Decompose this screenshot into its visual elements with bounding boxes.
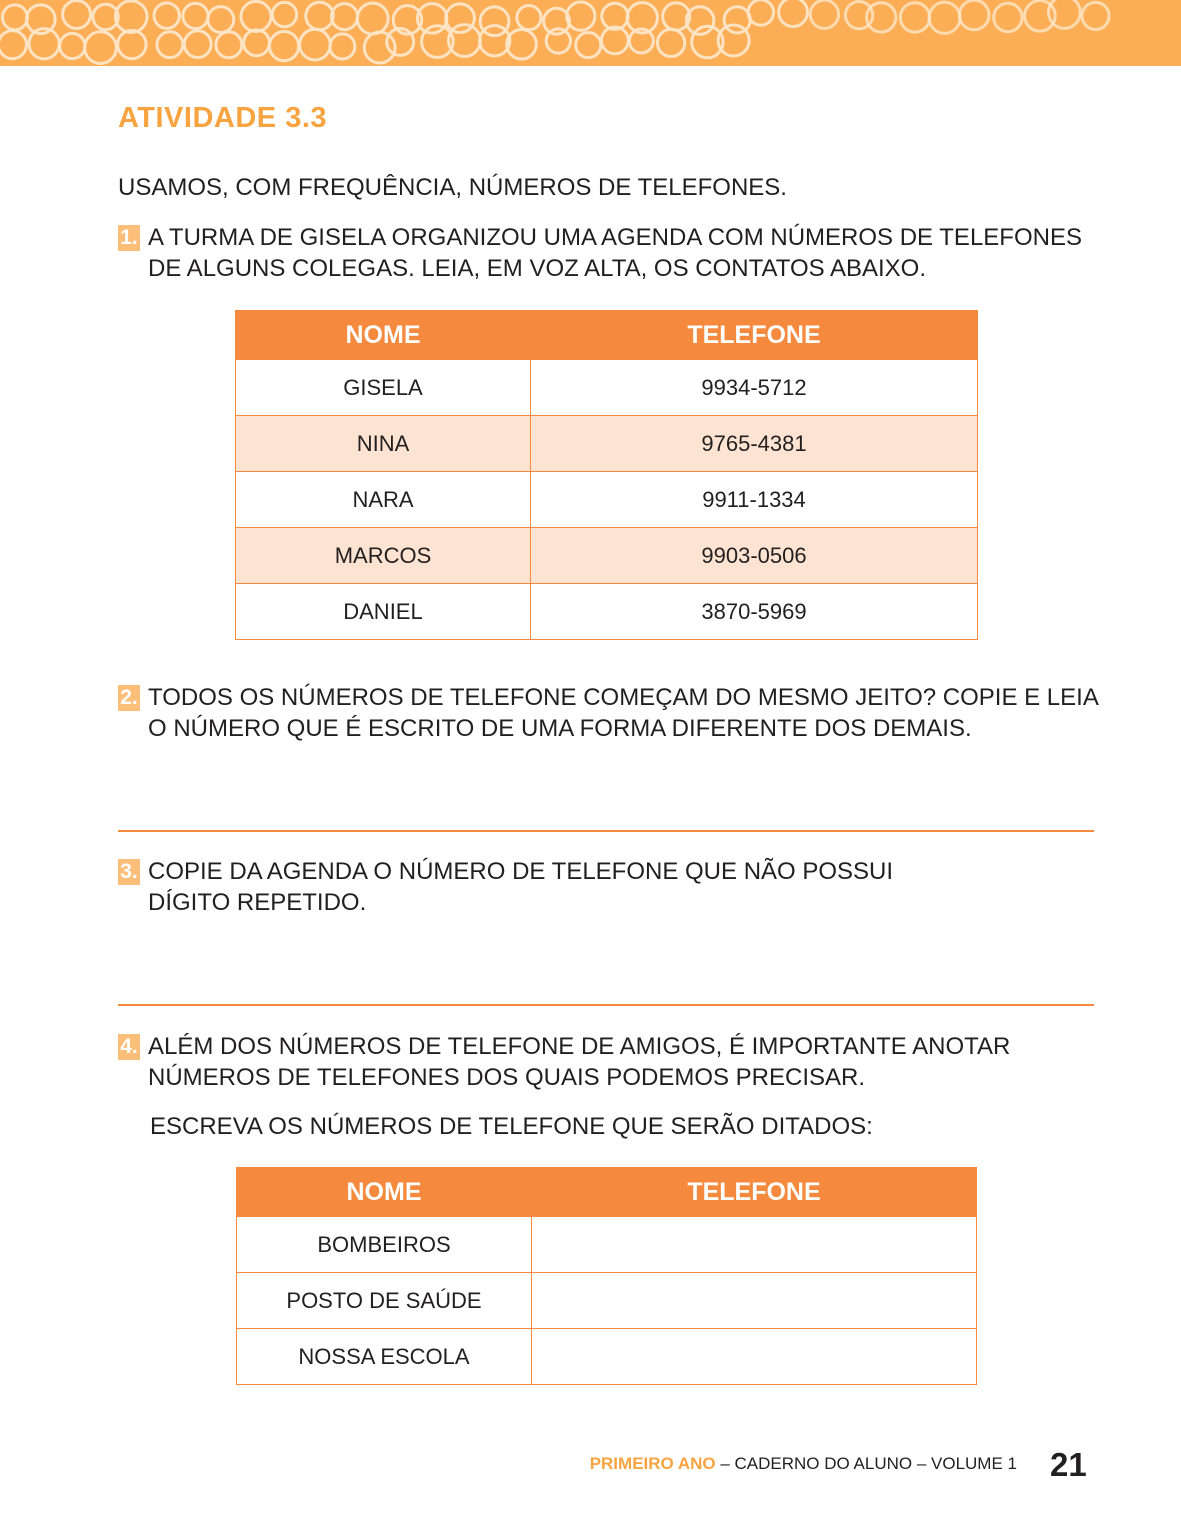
question-text: A TURMA DE GISELA ORGANIZOU UMA AGENDA COM NÚMEROS DE TELEFONES DE ALGUNS COLEGAS. LEIA, EM VOZ ALTA, OS CONTATOS ABAIXO. <box>148 224 1082 282</box>
footer-text <box>590 1454 1017 1474</box>
contact-name: GISELA <box>236 360 531 416</box>
phone-answer-cell[interactable] <box>532 1217 977 1273</box>
table-row <box>237 1329 977 1385</box>
contact-name: NINA <box>236 416 531 472</box>
circles-pattern-icon <box>0 0 1181 66</box>
table-header-row <box>237 1168 977 1217</box>
question-number: 4. <box>118 1034 140 1060</box>
contact-phone: 9911-1334 <box>531 472 978 528</box>
question-text: TODOS OS NÚMEROS DE TELEFONE COMEÇAM DO MESMO JEITO? COPIE E LEIA O NÚMERO QUE É ESCRITO DE UMA FORMA DIFERENTE DOS DEMAIS. <box>148 684 1098 742</box>
contact-name: MARCOS <box>236 528 531 584</box>
header-nome: NOME <box>237 1168 532 1217</box>
contact-phone: 9934-5712 <box>531 360 978 416</box>
service-name: POSTO DE SAÚDE <box>237 1273 532 1329</box>
activity-title: ATIVIDADE 3.3 <box>118 102 328 134</box>
contact-phone: 9903-0506 <box>531 528 978 584</box>
service-name: NOSSA ESCOLA <box>237 1329 532 1385</box>
header-telefone: TELEFONE <box>531 311 978 360</box>
question-text: ALÉM DOS NÚMEROS DE TELEFONE DE AMIGOS, É IMPORTANTE ANOTAR NÚMEROS DE TELEFONES DOS QUAIS PODEMOS PRECISAR. <box>148 1033 1011 1091</box>
header-banner <box>0 0 1181 66</box>
footer-brand: PRIMEIRO ANO <box>589 1454 716 1473</box>
table-header-row <box>236 311 978 360</box>
table-row <box>237 1217 977 1273</box>
phone-answer-cell[interactable] <box>532 1329 977 1385</box>
table-row <box>237 1273 977 1329</box>
answer-line-3[interactable] <box>118 1004 1094 1006</box>
question-number: 3. <box>118 859 140 885</box>
dictation-table <box>236 1167 977 1385</box>
table-row <box>236 416 978 472</box>
table-row <box>236 360 978 416</box>
table-row <box>236 584 978 640</box>
contact-name: NARA <box>236 472 531 528</box>
header-telefone: TELEFONE <box>532 1168 977 1217</box>
footer-rest: – CADERNO DO ALUNO – VOLUME 1 <box>715 1454 1017 1473</box>
question-number: 2. <box>118 685 140 711</box>
page-number: 21 <box>1050 1446 1087 1483</box>
answer-line-2[interactable] <box>118 830 1094 832</box>
header-nome: NOME <box>236 311 531 360</box>
phone-answer-cell[interactable] <box>532 1273 977 1329</box>
table-row <box>236 472 978 528</box>
contact-phone: 9765-4381 <box>531 416 978 472</box>
contact-phone: 3870-5969 <box>531 584 978 640</box>
question-text: COPIE DA AGENDA O NÚMERO DE TELEFONE QUE NÃO POSSUI DÍGITO REPETIDO. <box>148 858 894 916</box>
service-name: BOMBEIROS <box>237 1217 532 1273</box>
question-number: 1. <box>118 225 140 251</box>
instruction-text: ESCREVA OS NÚMEROS DE TELEFONE QUE SERÃO DITADOS: <box>150 1113 873 1140</box>
contacts-table <box>235 310 978 640</box>
intro-text: USAMOS, COM FREQUÊNCIA, NÚMEROS DE TELEFONES. <box>118 174 787 201</box>
table-row <box>236 528 978 584</box>
contact-name: DANIEL <box>236 584 531 640</box>
